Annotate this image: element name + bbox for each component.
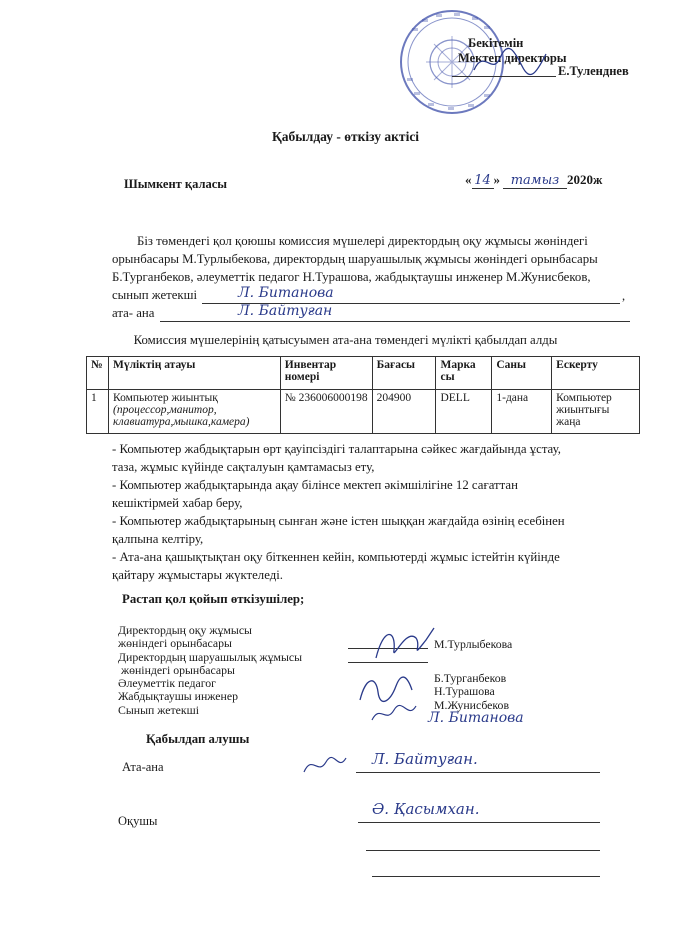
receiver-student-label: Оқушы (118, 814, 158, 828)
col-name: Мүліктің атауы (108, 357, 280, 390)
table-row (87, 390, 640, 434)
signature-parent (300, 752, 350, 778)
signer-name-1: М.Турлыбекова (434, 637, 513, 651)
signers-heading: Растап қол қойып өткізушілер; (122, 592, 305, 606)
col-price: Бағасы (372, 357, 436, 390)
signer-name-2: Б.Турганбеков (434, 671, 507, 685)
signature-turlybekova (370, 620, 440, 666)
cell-brand: DELL (436, 390, 492, 434)
role-line-2b: жөніндегі орынбасары (118, 662, 235, 677)
signer-name-4: М.Жунисбеков (434, 697, 510, 712)
cell-quantity: 1-дана (492, 390, 552, 434)
receiver-parent-handwritten: Л. Байтуған. (372, 750, 478, 768)
condition-line-2: таза, жұмыс күйінде сақталуын қамтамасыз ету, (112, 460, 375, 474)
role-line-1a: Директордың оқу жұмысы (118, 623, 252, 637)
cell-inventory: № 236006000198 (280, 390, 372, 434)
intro-line-1: Біз төмендегі қол қоюшы комиссия мүшелері директордың оқу жұмысы жөніндегі (137, 234, 588, 248)
condition-line-4: кешіктірмей хабар беру, (112, 496, 243, 510)
condition-line-7: - Ата-ана қашықтықтан оқу біткеннен кейін, компьютерді жұмыс істейтін күйінде (112, 550, 560, 564)
date-year: 2020ж (567, 172, 603, 187)
teacher-name-handwritten: Л. Битанова (238, 285, 334, 301)
condition-line-3: - Компьютер жабдықтарында ақау білінсе мектеп әкімшілігіне 12 сағаттан (112, 478, 518, 492)
role-line-3: Әлеуметтік педагог (118, 676, 216, 691)
col-brand: Марка сы (436, 357, 492, 390)
teacher-line-comma: , (622, 289, 626, 303)
condition-line-5: - Компьютер жабдықтарының сынған және істен шыққан жағдайда өзінің есебінен (112, 514, 565, 528)
property-table (86, 356, 640, 434)
receivers-heading: Қабылдап алушы (146, 732, 250, 746)
role-line-1b: жөніндегі орынбасары (118, 636, 232, 651)
col-inventory: Инвентар номері (280, 357, 372, 390)
role-line-5: Сынып жетекші (118, 702, 200, 717)
role-line-2a: Директордың шаруашылық жұмысы (118, 649, 303, 664)
blank-line-2 (372, 876, 600, 877)
signer-names-group (434, 672, 509, 712)
table-header-row (87, 357, 640, 390)
date-month: тамыз (503, 173, 567, 189)
parent-name-line (160, 321, 630, 322)
cell-number: 1 (87, 390, 109, 434)
date-day: 14 (472, 173, 494, 189)
signature-zhunisbekov (368, 700, 420, 726)
document-title: Қабылдау - өткізу актісі (271, 129, 420, 144)
approval-director-name: Е.Туленднев (558, 64, 629, 78)
intro-line-2: орынбасары М.Турлыбекова, директордың шаруашылық жұмысы жөніндегі орынбасары (112, 252, 598, 266)
intro-line-3: Б.Турганбеков, әлеуметтік педагог Н.Турашова, жабдықтаушы инженер М.Жунисбеков, (112, 270, 591, 284)
col-number: № (87, 357, 109, 390)
blank-line-1 (366, 850, 600, 851)
condition-line-8: қайтару жұмыстары жүктеледі. (112, 568, 283, 582)
signer-name-3: Н.Турашова (434, 684, 495, 699)
receiver-student-line (358, 822, 600, 823)
cell-name (108, 390, 280, 434)
role-line-4: Жабдықтаушы инженер (118, 689, 238, 704)
date-close-quote: » (493, 172, 500, 187)
city-label: Шымкент қаласы (124, 177, 228, 191)
signer-name-5-handwritten: Л. Битанова (428, 710, 524, 726)
intro-teacher-label: сынып жетекші (112, 288, 198, 302)
cell-name-main: Компьютер жиынтық (112, 392, 218, 404)
approval-title: Бекітемін (468, 36, 524, 50)
director-signature (470, 44, 550, 80)
col-quantity: Саны (492, 357, 552, 390)
date-open-quote: « (465, 172, 472, 187)
receiver-parent-line (356, 772, 600, 773)
parent-name-handwritten: Л. Байтуған (238, 303, 333, 319)
cell-note: Компьютер жиынтығы жаңа (552, 390, 640, 434)
intro-parent-label: ата- ана (112, 306, 155, 320)
signer-roles (118, 624, 302, 717)
date-line (465, 172, 602, 189)
condition-line-1: - Компьютер жабдықтарын өрт қауіпсіздігі талаптарына сәйкес жағдайында ұстау, (112, 442, 561, 456)
condition-line-6: қалпына келтіру, (112, 532, 204, 546)
receiver-student-handwritten: Ә. Қасымхан. (372, 800, 480, 818)
intro-closing: Комиссия мүшелерінің қатысуымен ата-ана төмендегі мүлікті қабылдап алды (133, 333, 558, 347)
approval-role: Мектеп директоры (458, 51, 567, 65)
col-note: Ескерту (552, 357, 640, 390)
receiver-parent-label: Ата-ана (122, 760, 164, 774)
cell-price: 204900 (372, 390, 436, 434)
cell-name-detail: (процессор,манитор, клавиатура,мышка,камера) (112, 404, 250, 428)
